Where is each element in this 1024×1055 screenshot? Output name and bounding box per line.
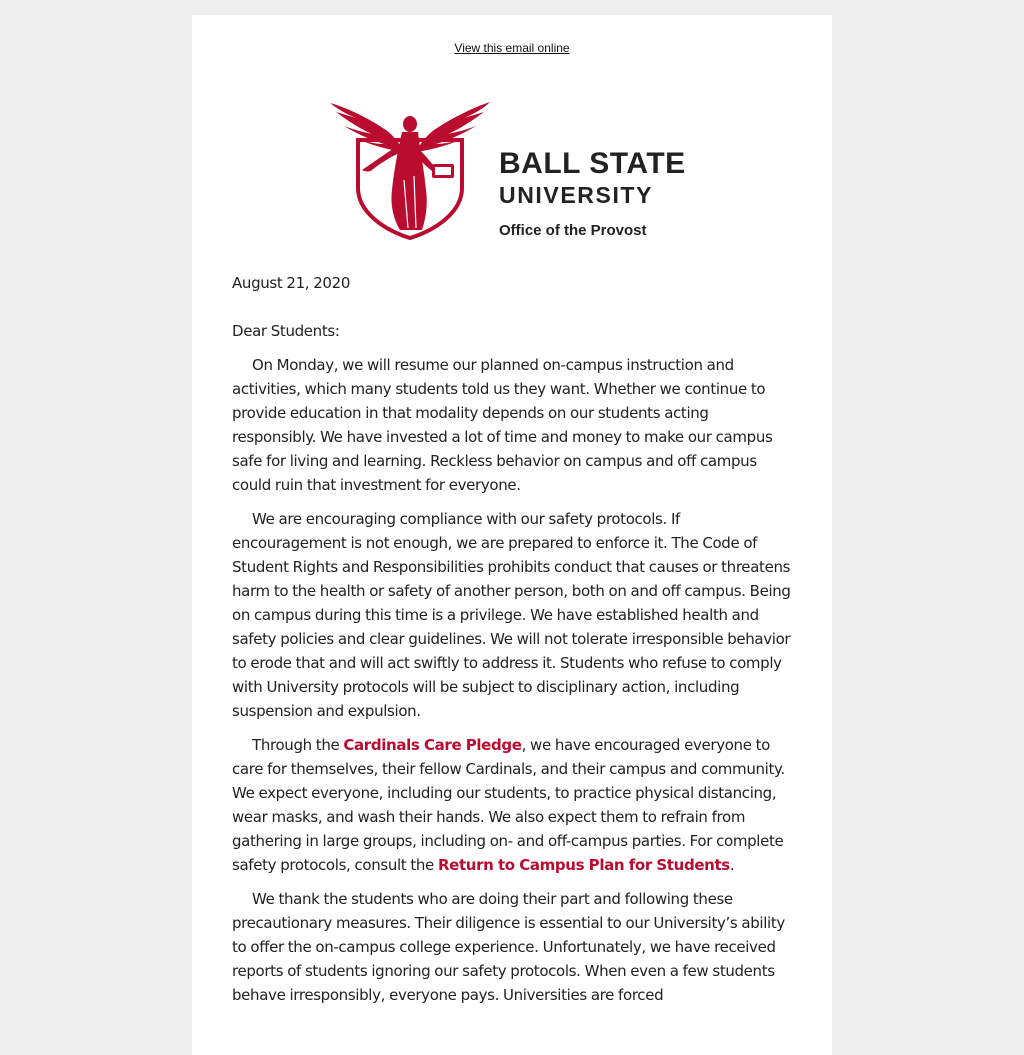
paragraph-3-text-b: , we have encouraged everyone to care for themselves, their fellow Cardinals, and their campus and community. We expect everyone, including our students, to practice physical distancing, wear masks, and wash their hands. We also expect them to refrain from gathering in large groups, including on- and off-campus parties. For complete safety protocols, consult the — [232, 736, 785, 874]
view-online-link[interactable]: View this email online — [454, 41, 570, 55]
logo-line-university: UNIVERSITY — [499, 182, 654, 208]
paragraph-3 — [232, 733, 794, 877]
email-container — [192, 15, 832, 1055]
paragraph-3-text-a: Through the — [252, 736, 344, 754]
letter-body — [232, 271, 794, 1017]
paragraph-4: We thank the students who are doing their part and following these precautionary measures. Their diligence is essential to our University’s ability to offer the on-campus college experience. Unfortunately, we have received reports of students ignoring our safety protocols. When even a few students behave irresponsibly, everyone pays. Universities are forced — [232, 890, 785, 1004]
paragraph-1: On Monday, we will resume our planned on-campus instruction and activities, which many students told us they want. Whether we continue to provide education in that modality depends on our students acting responsibly. We have invested a lot of time and money to make our campus safe for living and learning. Reckless behavior on campus and off campus could ruin that investment for everyone. — [232, 356, 773, 494]
paragraph-3-text-c: . — [729, 856, 735, 874]
return-to-campus-plan-link[interactable]: Return to Campus Plan for Students — [437, 856, 730, 874]
logo-line-office: Office of the Provost — [499, 222, 647, 239]
logo-line-ball-state: BALL STATE — [499, 147, 686, 180]
letter-date: August 21, 2020 — [232, 274, 351, 292]
cardinals-care-pledge-link[interactable]: Cardinals Care Pledge — [343, 736, 522, 754]
ball-state-provost-logo — [328, 100, 698, 240]
letter-greeting: Dear Students: — [232, 322, 340, 340]
view-online-bar — [192, 41, 832, 55]
beneficence-shield-icon — [330, 102, 490, 238]
paragraph-2: We are encouraging compliance with our safety protocols. If encouragement is not enough, we are prepared to enforce it. The Code of Student Rights and Responsibilities prohibits conduct that causes or threatens harm to the health or safety of another person, both on and off campus. Being on campus during this time is a privilege. We have established health and safety policies and clear guidelines. We will not tolerate irresponsible behavior to erode that and will act swiftly to address it. Students who refuse to comply with University protocols will be subject to disciplinary action, including suspension and expulsion. — [232, 510, 791, 720]
